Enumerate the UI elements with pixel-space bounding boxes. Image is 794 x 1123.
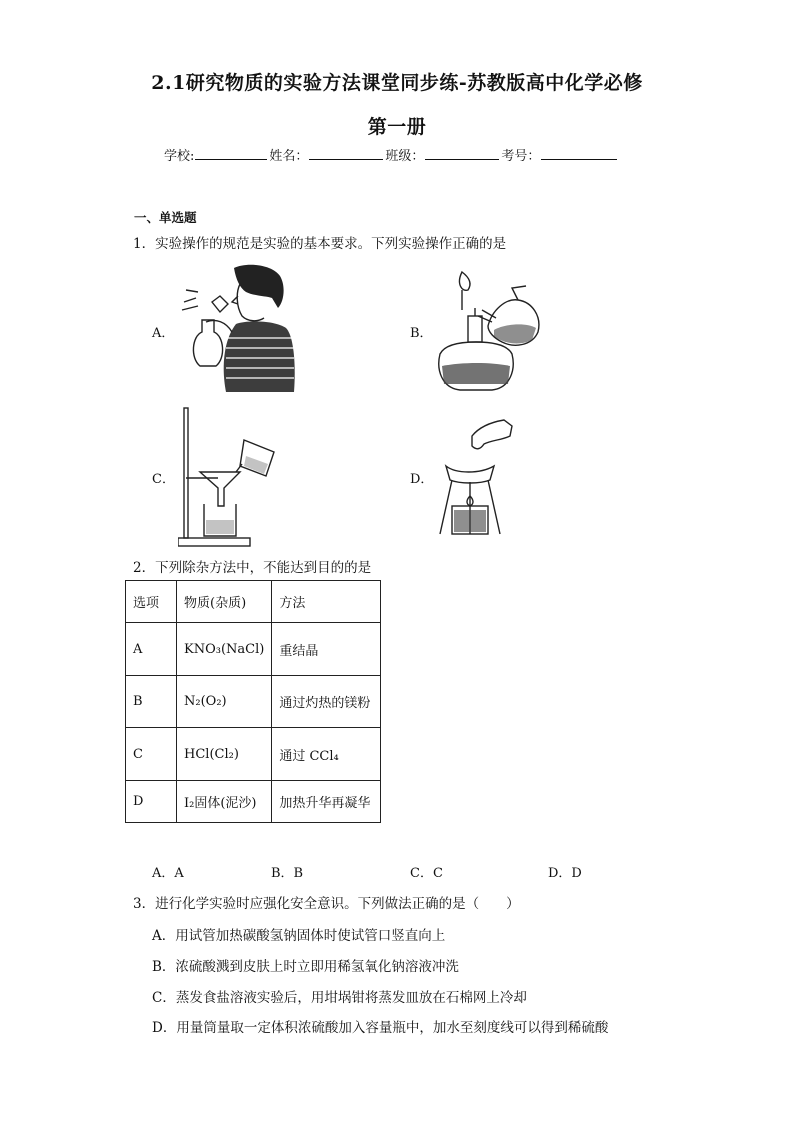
- table-cell-method: 通过 CCl₄: [272, 728, 381, 781]
- table-cell-option: B: [126, 676, 177, 728]
- table-cell-method: 重结晶: [272, 623, 381, 676]
- class-blank[interactable]: [425, 147, 499, 160]
- pouring-beaker-icon: [236, 440, 274, 476]
- evaporating-dish-icon: [446, 466, 494, 483]
- q3-option-d: D．用量筒量取一定体积浓硫酸加入容量瓶中，加水至刻度线可以得到稀硫酸: [152, 1020, 609, 1036]
- q1-figure-d-evaporation: [432, 416, 518, 538]
- page-title-line2: 第一册: [367, 116, 427, 138]
- q2-table: [125, 580, 381, 823]
- table-row: [126, 728, 381, 781]
- class-label: 班级：: [385, 149, 425, 164]
- hand-icon: [472, 420, 512, 449]
- table-row: [126, 623, 381, 676]
- q3-option-a: A．用试管加热碳酸氢钠固体时使试管口竖直向上: [152, 928, 446, 944]
- table-cell-method: 加热升华再凝华: [272, 781, 381, 823]
- table-header-cell: 方法: [272, 581, 381, 623]
- q1-figure-a-smelling-gas: [176, 262, 300, 394]
- flask-icon: [182, 290, 232, 366]
- q1-figure-b-lamp-lighting: [432, 266, 546, 394]
- school-label: 学校:: [164, 149, 195, 164]
- q1-option-a-label: A．: [152, 326, 175, 341]
- student-info-line: [164, 145, 619, 164]
- exam-no-label: 考号：: [501, 149, 541, 164]
- exam-no-blank[interactable]: [541, 147, 617, 160]
- q1-option-d-label: D．: [410, 472, 434, 487]
- q1-figure-c-filtration: [178, 404, 282, 548]
- table-cell-option: A: [126, 623, 177, 676]
- q3-option-b: B．浓硫酸溅到皮肤上时立即用稀氢氧化钠溶液冲洗: [152, 959, 459, 975]
- q1-option-b-label: B．: [410, 326, 433, 341]
- flame-icon: [460, 272, 470, 310]
- question-3-stem: 3．进行化学实验时应强化安全意识。下列做法正确的是（ ）: [133, 896, 520, 912]
- q2-choice-a: A．A: [152, 866, 184, 881]
- question-1-stem: 1．实验操作的规范是实验的基本要求。下列实验操作正确的是: [133, 236, 507, 252]
- name-label: 姓名：: [269, 149, 309, 164]
- table-header-row: [126, 581, 381, 623]
- section-heading: 一、单选题: [134, 210, 197, 225]
- table-cell-substance: KNO₃(NaCl): [177, 623, 272, 676]
- q1-option-c-label: C．: [152, 472, 175, 487]
- table-row: [126, 781, 381, 823]
- page-title: 2.1研究物质的实验方法课堂同步练-苏教版高中化学必修: [151, 72, 643, 94]
- table-cell-option: C: [126, 728, 177, 781]
- table-cell-option: D: [126, 781, 177, 823]
- table-cell-substance: N₂(O₂): [177, 676, 272, 728]
- q3-option-c: C．蒸发食盐溶液实验后，用坩埚钳将蒸发皿放在石棉网上冷却: [152, 990, 527, 1006]
- school-blank[interactable]: [195, 147, 267, 160]
- q2-choice-b: B．B: [271, 866, 304, 881]
- person-icon: [224, 265, 295, 392]
- table-cell-substance: HCl(Cl₂): [177, 728, 272, 781]
- q2-choice-d: D．D: [548, 866, 582, 881]
- beaker-icon: [204, 504, 236, 536]
- table-row: [126, 676, 381, 728]
- table-header-cell: 选项: [126, 581, 177, 623]
- alcohol-lamp-icon: [439, 308, 513, 390]
- name-blank[interactable]: [309, 147, 383, 160]
- table-cell-method: 通过灼热的镁粉: [272, 676, 381, 728]
- tilted-lamp-icon: [478, 286, 539, 345]
- q2-choice-c: C．C: [410, 866, 443, 881]
- table-header-cell: 物质(杂质): [177, 581, 272, 623]
- table-cell-substance: I₂固体(泥沙): [177, 781, 272, 823]
- funnel-icon: [200, 472, 240, 506]
- question-2-stem: 2．下列除杂方法中，不能达到目的的是: [133, 560, 372, 576]
